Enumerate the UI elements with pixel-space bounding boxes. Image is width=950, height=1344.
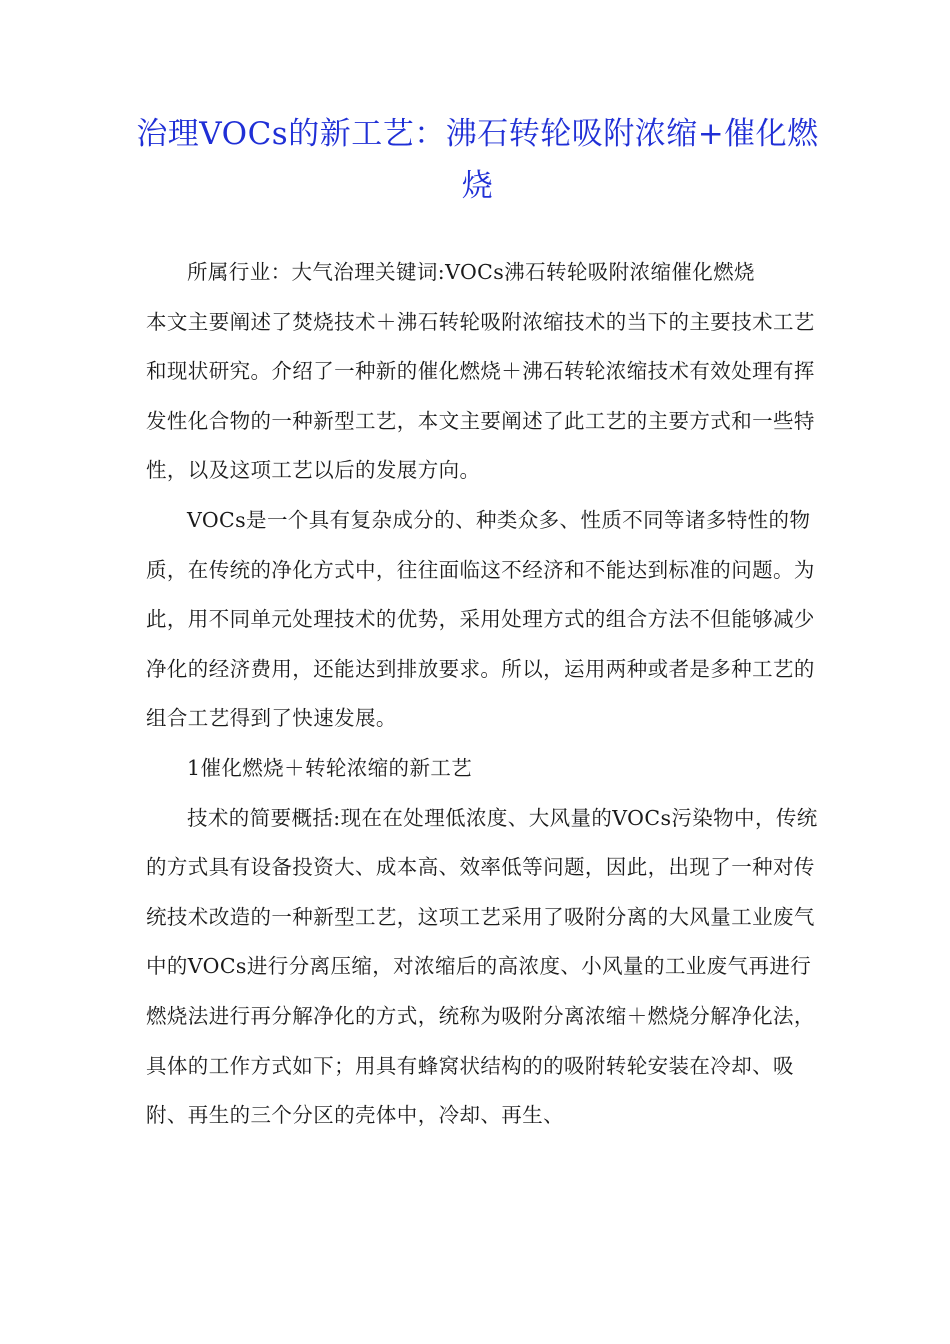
abstract-paragraph: 本文主要阐述了焚烧技术＋沸石转轮吸附浓缩技术的当下的主要技术工艺和现状研究。介绍了一种新的催化燃烧＋沸石转轮浓缩技术有效处理有挥发性化合物的一种新型工艺，本文主要阐述了此工艺的主要方式和一些特性，以及这项工艺以后的发展方向。: [146, 309, 815, 483]
vocs-intro-paragraph: VOCs是一个具有复杂成分的、种类众多、性质不同等诸多特性的物质，在传统的净化方式中，往往面临这不经济和不能达到标准的问题。为此，用不同单元处理技术的优势，采用处理方式的组合方法不但能够减少净化的经济费用，还能达到排放要求。所以，运用两种或者是多种工艺的组合工艺得到了快速发展。: [146, 507, 815, 731]
technology-summary-paragraph: 技术的简要概括:现在在处理低浓度、大风量的VOCs污染物中，传统的方式具有设备投资大、成本高、效率低等问题，因此，出现了一种对传统技术改造的一种新型工艺，这项工艺采用了吸附分离的大风量工业废气中的VOCs进行分离压缩，对浓缩后的高浓度、小风量的工业废气再进行燃烧法进行再分解净化的方式，统称为吸附分离浓缩＋燃烧分解净化法，具体的工作方式如下；用具有蜂窝状结构的的吸附转轮安装在冷却、吸附、再生的三个分区的壳体中，冷却、再生、: [146, 805, 818, 1128]
document-body: [146, 248, 826, 1141]
industry-keywords-line: 所属行业：大气治理关键词:VOCs沸石转轮吸附浓缩催化燃烧: [187, 260, 755, 284]
section-heading: 1催化燃烧＋转轮浓缩的新工艺: [187, 755, 473, 780]
document-title: 治理VOCs的新工艺：沸石转轮吸附浓缩+催化燃烧: [136, 116, 819, 204]
